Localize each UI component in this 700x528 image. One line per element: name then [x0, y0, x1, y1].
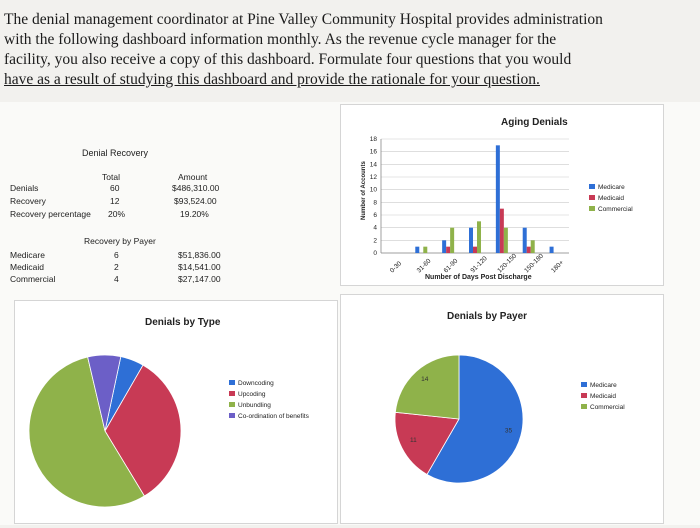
legend-label: Unbundling	[238, 402, 271, 409]
aging-denials-panel	[340, 104, 664, 286]
pie-slice	[395, 355, 459, 419]
legend-swatch	[229, 380, 235, 385]
pie-slices	[395, 355, 523, 483]
legend-label: Medicaid	[598, 195, 625, 202]
x-tick-label: 120-150	[496, 252, 519, 275]
bar	[531, 240, 535, 253]
denials-by-type-panel	[14, 300, 338, 524]
x-tick-label: 150-180	[523, 252, 545, 275]
legend-label: Downcoding	[238, 380, 274, 387]
payer-amount: $51,836.00	[178, 250, 221, 260]
recovery-by-payer-title: Recovery by Payer	[84, 236, 156, 246]
row-amount: $486,310.00	[172, 183, 220, 193]
x-tick-label: 31-60	[415, 257, 433, 275]
bar	[473, 247, 477, 253]
legend-label: Commercial	[598, 206, 633, 213]
legend-swatch	[589, 184, 595, 189]
legend-label: Medicare	[590, 382, 617, 389]
row-label: Denials	[10, 183, 39, 193]
row-total: 60	[110, 183, 120, 193]
denials-by-type-chart	[15, 301, 337, 523]
pie-data-label: 14	[421, 375, 429, 383]
legend-swatch	[581, 382, 587, 387]
payer-label: Medicaid	[10, 262, 45, 272]
legend-label: Co-ordination of benefits	[238, 413, 309, 420]
row-total: 12	[110, 196, 120, 206]
legend-swatch	[229, 391, 235, 396]
payer-amount: $27,147.00	[178, 274, 221, 284]
bar	[423, 247, 427, 253]
legend-label: Medicaid	[590, 393, 617, 400]
payer-amount: $14,541.00	[178, 262, 221, 272]
dashboard-sheet	[0, 102, 700, 525]
bar	[450, 228, 454, 253]
question-line: facility, you also receive a copy of this dashboard. Formulate four questions that you would	[4, 51, 572, 68]
question-line: have as a result of studying this dashboard and provide the rationale for your question.	[4, 71, 540, 88]
chart-title: Aging Denials	[501, 117, 568, 128]
legend-swatch	[229, 413, 235, 418]
x-tick-label: 180+	[550, 259, 566, 275]
bar	[500, 209, 504, 253]
payer-total: 6	[114, 250, 119, 260]
pie-data-label: 11	[410, 437, 417, 445]
y-axis-label: Number of Accounts	[361, 161, 367, 220]
y-tick-label: 14	[369, 161, 377, 169]
row-amount: 19.20%	[180, 209, 209, 219]
pie-slices	[29, 355, 181, 507]
grid-lines	[381, 139, 569, 253]
legend-swatch	[229, 402, 235, 407]
x-tick-labels	[389, 252, 566, 274]
legend-label: Commercial	[590, 404, 625, 411]
bar-legend	[589, 184, 633, 213]
bar	[527, 247, 531, 253]
denial-recovery-title: Denial Recovery	[82, 148, 149, 158]
pie-data-label: 35	[504, 427, 513, 435]
y-tick-labels	[370, 136, 378, 257]
row-total: 20%	[108, 209, 126, 219]
legend-swatch	[581, 393, 587, 398]
y-tick-label: 12	[369, 174, 377, 181]
bar	[415, 247, 419, 253]
pie-legend	[581, 382, 625, 411]
x-tick-label: 0-30	[388, 260, 404, 275]
legend-swatch	[589, 195, 595, 200]
x-axis-label: Number of Days Post Discharge	[425, 274, 532, 281]
y-tick-label: 18	[369, 136, 377, 143]
amount-header: Amount	[178, 172, 208, 182]
legend-label: Upcoding	[238, 391, 266, 398]
bar	[504, 228, 508, 253]
legend-swatch	[589, 206, 595, 211]
denials-by-payer-panel	[340, 294, 664, 524]
row-label: Recovery percentage	[10, 209, 91, 219]
payer-total: 2	[114, 262, 119, 272]
aging-denials-chart	[341, 105, 663, 285]
question-line: with the following dashboard information monthly. As the revenue cycle manager for the	[4, 31, 557, 48]
bar	[446, 247, 450, 253]
bar	[523, 228, 527, 253]
pie-legend	[229, 380, 310, 420]
y-tick-label: 8	[373, 199, 377, 207]
bar	[550, 247, 554, 253]
row-label: Recovery	[10, 196, 46, 206]
total-header: Total	[102, 172, 120, 182]
question-text	[4, 10, 664, 90]
bar	[442, 240, 446, 253]
y-tick-label: 16	[369, 148, 377, 156]
legend-swatch	[581, 404, 587, 409]
y-tick-label: 10	[369, 186, 377, 194]
row-amount: $93,524.00	[174, 196, 217, 206]
bar	[496, 145, 500, 253]
legend-label: Medicare	[598, 184, 625, 191]
y-tick-label: 4	[373, 224, 377, 232]
bar	[469, 228, 473, 253]
payer-total: 4	[114, 274, 119, 284]
payer-label: Commercial	[10, 274, 56, 284]
y-tick-label: 6	[373, 212, 377, 219]
chart-title: Denials by Type	[145, 317, 221, 328]
y-tick-label: 2	[373, 237, 377, 245]
x-tick-label: 61-90	[442, 257, 460, 275]
bar	[477, 221, 481, 253]
bars	[415, 145, 553, 253]
question-line: The denial management coordinator at Pine Valley Community Hospital provides administration	[4, 11, 603, 28]
chart-title: Denials by Payer	[447, 311, 528, 322]
denials-by-payer-chart	[341, 295, 663, 523]
x-tick-label: 91-120	[469, 255, 489, 275]
y-tick-label: 0	[373, 250, 377, 257]
payer-label: Medicare	[10, 250, 45, 260]
